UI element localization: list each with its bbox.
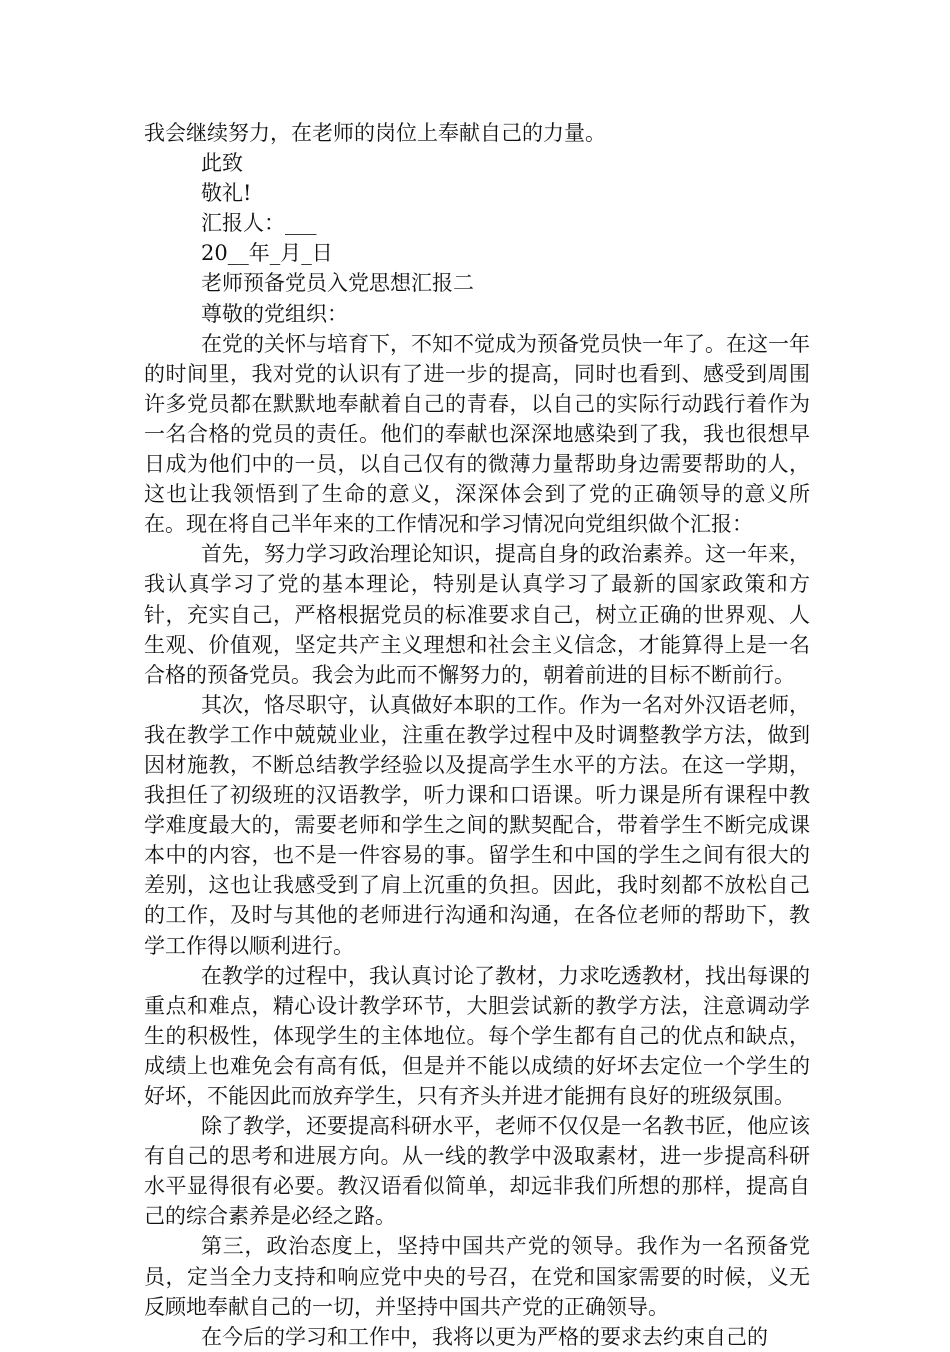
paragraph-body: 第三，政治态度上，坚持中国共产党的领导。我作为一名预备党员，定当全力支持和响应党中央的号召，在党和国家需要的时候，义无反顾地奉献自己的一切，并坚持中国共产党的正确领导。 (144, 1234, 810, 1319)
paragraph-body: 首先，努力学习政治理论知识，提高自身的政治素养。这一年来，我认真学习了党的基本理论，特别是认真学习了最新的国家政策和方针，充实自己，严格根据党员的标准要求自己，树立正确的世界观、人生观、价值观，坚定共产主义理想和社会主义信念，才能算得上是一名合格的预备党员。我会为此而不懈努力的，朝着前进的目标不断前行。 (144, 542, 810, 687)
section-title: 老师预备党员入党思想汇报二 (201, 271, 474, 296)
paragraph-body: 在党的关怀与培育下，不知不觉成为预备党员快一年了。在这一年的时间里，我对党的认识有了进一步的提高，同时也看到、感受到周围许多党员都在默默地奉献着自己的青春，以自己的实际行动践行着作为一名合格的党员的责任。他们的奉献也深深地感染到了我，我也很想早日成为他们中的一员，以自己仅有的微薄力量帮助身边需要帮助的人，这也让我领悟到了生命的意义，深深体会到了党的正确领导的意义所在。现在将自己半年来的工作情况和学习情况向党组织做个汇报： (144, 331, 810, 537)
paragraph-reporter: 汇报人：___ (201, 211, 317, 236)
paragraph-date: 20__年_月_日 (201, 241, 333, 266)
document-body (144, 118, 810, 1352)
paragraph-body: 其次，恪尽职守，认真做好本职的工作。作为一名对外汉语老师，我在教学工作中兢兢业业，注重在教学过程中及时调整教学方法，做到因材施教，不断总结教学经验以及提高学生水平的方法。在这一学期，我担任了初级班的汉语教学，听力课和口语课。听力课是所有课程中教学难度最大的，需要老师和学生之间的默契配合，带着学生不断完成课本中的内容，也不是一件容易的事。留学生和中国的学生之间有很大的差别，这也让我感受到了肩上沉重的负担。因此，我时刻都不放松自己的工作，及时与其他的老师进行沟通和沟通，在各位老师的帮助下，教学工作得以顺利进行。 (144, 692, 810, 958)
paragraph-body: 在教学的过程中，我认真讨论了教材，力求吃透教材，找出每课的重点和难点，精心设计教学环节，大胆尝试新的教学方法，注意调动学生的积极性，体现学生的主体地位。每个学生都有自己的优点和缺点，成绩上也难免会有高有低，但是并不能以成绩的好坏去定位一个学生的好坏，不能因此而放弃学生，只有齐头并进才能拥有良好的班级氛围。 (144, 963, 810, 1108)
paragraph-regards: 敬礼! (201, 181, 252, 206)
paragraph-salutation: 此致 (201, 151, 243, 176)
paragraph-closing-line: 我会继续努力，在老师的岗位上奉献自己的力量。 (144, 121, 606, 145)
paragraph-greeting: 尊敬的党组织： (201, 301, 348, 326)
paragraph-body: 除了教学，还要提高科研水平，老师不仅仅是一名教书匠，他应该有自己的思考和进展方向。从一线的教学中汲取素材，进一步提高科研水平显得很有必要。教汉语看似简单，却远非我们所想的那样，提高自己的综合素养是必经之路。 (144, 1114, 810, 1229)
paragraph-body: 在今后的学习和工作中，我将以更为严格的要求去约束自己的 (201, 1324, 768, 1349)
